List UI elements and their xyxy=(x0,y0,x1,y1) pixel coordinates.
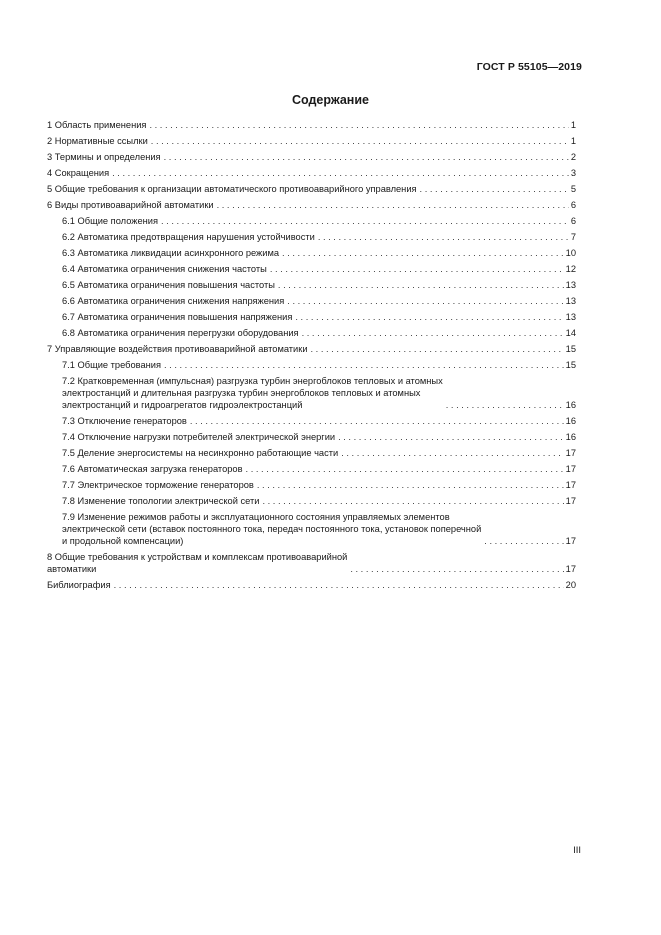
toc-entry-title-line: 7 Управляющие воздействия противоаварийной автоматики xyxy=(47,344,308,354)
toc-title: Содержание xyxy=(291,93,369,107)
document-code: ГОСТ Р 55105—2019 xyxy=(476,61,582,73)
toc-entry-page: 3 xyxy=(570,168,576,178)
toc-dot-leader xyxy=(217,199,569,211)
toc-entry-title-line: 2 Нормативные ссылки xyxy=(47,136,148,146)
toc-entry[interactable] xyxy=(47,375,576,411)
toc-entry-title xyxy=(62,375,443,411)
toc-entry-title-line: 6.2 Автоматика предотвращения нарушения устойчивости xyxy=(62,232,315,242)
toc-entry-title xyxy=(62,431,335,443)
toc-entry-title-line: 7.1 Общие требования xyxy=(62,360,162,370)
toc-entry-page: 2 xyxy=(570,152,576,162)
toc-entry-page: 13 xyxy=(565,312,576,322)
toc-entry-page: 16 xyxy=(565,400,576,410)
table-of-contents xyxy=(47,119,576,595)
toc-entry[interactable] xyxy=(47,447,576,459)
toc-entry-title xyxy=(62,479,254,491)
toc-dot-leader xyxy=(190,415,564,427)
toc-entry-title-line: 6.6 Автоматика ограничения снижения напряжения xyxy=(62,296,285,306)
toc-dot-leader xyxy=(114,579,564,591)
toc-entry-title xyxy=(47,199,214,211)
toc-entry-page: 1 xyxy=(570,120,576,130)
toc-entry-page: 17 xyxy=(565,496,576,506)
toc-entry-page: 16 xyxy=(565,432,576,442)
toc-dot-leader xyxy=(287,295,563,307)
toc-entry[interactable] xyxy=(47,247,576,259)
toc-entry[interactable] xyxy=(47,183,576,195)
toc-entry[interactable] xyxy=(47,135,576,147)
toc-entry[interactable] xyxy=(47,263,576,275)
toc-dot-leader xyxy=(420,183,569,195)
toc-entry-title xyxy=(62,447,338,459)
toc-dot-leader xyxy=(161,215,569,227)
toc-entry-title-line: 6.5 Автоматика ограничения повышения частоты xyxy=(62,280,275,290)
toc-entry-title-line: электростанций и гидроагрегатов гидроэлектростанций xyxy=(62,400,303,410)
toc-entry-title-line: 7.9 Изменение режимов работы и эксплуатационного состояния управляемых элементов xyxy=(62,512,450,522)
toc-entry-page: 17 xyxy=(565,536,576,546)
toc-entry[interactable] xyxy=(47,279,576,291)
toc-entry-page: 16 xyxy=(565,416,576,426)
toc-entry[interactable] xyxy=(47,359,576,371)
toc-dot-leader xyxy=(318,231,569,243)
toc-entry-title xyxy=(62,295,284,307)
page-number: III xyxy=(573,845,581,856)
toc-entry[interactable] xyxy=(47,551,576,575)
toc-entry[interactable] xyxy=(47,463,576,475)
toc-dot-leader xyxy=(278,279,564,291)
toc-entry-title xyxy=(47,119,146,131)
toc-entry-title xyxy=(62,231,315,243)
toc-entry[interactable] xyxy=(47,579,576,591)
toc-entry-title xyxy=(62,215,158,227)
toc-entry-title-line: 6.8 Автоматика ограничения перегрузки оборудования xyxy=(62,328,299,338)
toc-entry-page: 17 xyxy=(565,448,576,458)
toc-entry-title xyxy=(47,135,148,147)
toc-entry-title-line: 8 Общие требования к устройствам и комплексам противоаварийной xyxy=(47,552,348,562)
toc-entry[interactable] xyxy=(47,415,576,427)
toc-entry-title-line: 7.3 Отключение генераторов xyxy=(62,416,187,426)
toc-dot-leader xyxy=(350,563,563,575)
toc-entry-title-line: 7.7 Электрическое торможение генераторов xyxy=(62,480,254,490)
toc-entry-title-line: электростанций и длительная разгрузка турбин энергоблоков тепловых и атомных xyxy=(62,388,421,398)
toc-entry-page: 20 xyxy=(565,580,576,590)
toc-entry[interactable] xyxy=(47,327,576,339)
toc-dot-leader xyxy=(341,447,563,459)
toc-dot-leader xyxy=(262,495,563,507)
toc-entry-title-line: 7.4 Отключение нагрузки потребителей электрической энергии xyxy=(62,432,336,442)
toc-entry-title-line: 3 Термины и определения xyxy=(47,152,161,162)
toc-entry-page: 7 xyxy=(570,232,576,242)
toc-entry-title xyxy=(62,359,161,371)
toc-dot-leader xyxy=(270,263,564,275)
toc-entry-title-line: Библиография xyxy=(47,580,111,590)
toc-entry-title-line: 6.3 Автоматика ликвидации асинхронного режима xyxy=(62,248,280,258)
toc-entry-title-line: 7.8 Изменение топологии электрической сети xyxy=(62,496,260,506)
toc-entry-title xyxy=(62,327,299,339)
toc-entry-page: 13 xyxy=(565,296,576,306)
toc-entry-title-line: 6.7 Автоматика ограничения повышения напряжения xyxy=(62,312,293,322)
toc-entry[interactable] xyxy=(47,431,576,443)
toc-entry[interactable] xyxy=(47,495,576,507)
toc-entry-title-line: 6.1 Общие положения xyxy=(62,216,159,226)
toc-entry-title-line: 6.4 Автоматика ограничения снижения частоты xyxy=(62,264,267,274)
toc-dot-leader xyxy=(151,135,569,147)
toc-entry-page: 6 xyxy=(570,200,576,210)
toc-dot-leader xyxy=(295,311,563,323)
toc-entry-title xyxy=(62,279,275,291)
toc-dot-leader xyxy=(446,399,564,411)
toc-entry-title-line: 1 Область применения xyxy=(47,120,147,130)
toc-entry-page: 15 xyxy=(565,360,576,370)
toc-entry[interactable] xyxy=(47,231,576,243)
toc-entry[interactable] xyxy=(47,479,576,491)
toc-dot-leader xyxy=(112,167,569,179)
toc-dot-leader xyxy=(164,359,564,371)
toc-entry-title-line: 4 Сокращения xyxy=(47,168,110,178)
toc-dot-leader xyxy=(257,479,564,491)
toc-dot-leader xyxy=(282,247,564,259)
toc-dot-leader xyxy=(338,431,564,443)
toc-entry[interactable] xyxy=(47,295,576,307)
toc-entry[interactable] xyxy=(47,167,576,179)
toc-entry-page: 17 xyxy=(565,464,576,474)
toc-dot-leader xyxy=(302,327,564,339)
toc-entry-title xyxy=(47,579,111,591)
toc-entry-page: 13 xyxy=(565,280,576,290)
toc-entry-page: 1 xyxy=(570,136,576,146)
toc-entry[interactable] xyxy=(47,511,576,547)
toc-entry-title-line: 5 Общие требования к организации автоматического противоаварийного управления xyxy=(47,184,417,194)
toc-entry[interactable] xyxy=(47,199,576,211)
toc-dot-leader xyxy=(246,463,564,475)
toc-entry-title xyxy=(62,495,259,507)
toc-entry[interactable] xyxy=(47,151,576,163)
toc-entry-page: 5 xyxy=(570,184,576,194)
toc-dot-leader xyxy=(311,343,564,355)
toc-entry-title xyxy=(62,415,187,427)
toc-entry-title-line: 7.5 Деление энергосистемы на несинхронно работающие части xyxy=(62,448,339,458)
toc-dot-leader xyxy=(484,535,563,547)
toc-entry-page: 15 xyxy=(565,344,576,354)
toc-entry-title-line: 7.6 Автоматическая загрузка генераторов xyxy=(62,464,243,474)
toc-entry-title-line: 6 Виды противоаварийной автоматики xyxy=(47,200,214,210)
toc-entry-page: 14 xyxy=(565,328,576,338)
toc-entry-title xyxy=(62,311,292,323)
toc-entry-title xyxy=(62,463,243,475)
toc-entry[interactable] xyxy=(47,311,576,323)
toc-entry-page: 17 xyxy=(565,564,576,574)
toc-entry-title xyxy=(62,511,481,547)
toc-entry-title-line: автоматики xyxy=(47,564,97,574)
toc-entry-title xyxy=(47,167,109,179)
toc-entry-title xyxy=(62,247,279,259)
toc-entry-title-line: электрической сети (вставок постоянного тока, передач постоянного тока, установок поперечной xyxy=(62,524,482,534)
toc-entry-title xyxy=(47,183,417,195)
toc-dot-leader xyxy=(164,151,569,163)
toc-entry-title-line: и продольной компенсации) xyxy=(62,536,184,546)
toc-entry-title xyxy=(47,343,308,355)
toc-dot-leader xyxy=(149,119,568,131)
toc-entry-title xyxy=(47,551,347,575)
toc-entry-page: 12 xyxy=(565,264,576,274)
toc-entry-title xyxy=(47,151,161,163)
toc-entry[interactable] xyxy=(47,119,576,131)
toc-entry-page: 6 xyxy=(570,216,576,226)
toc-entry-title-line: 7.2 Кратковременная (импульсная) разгрузка турбин энергоблоков тепловых и атомных xyxy=(62,376,443,386)
toc-entry-page: 17 xyxy=(565,480,576,490)
toc-entry-title xyxy=(62,263,267,275)
toc-entry[interactable] xyxy=(47,215,576,227)
toc-entry-page: 10 xyxy=(565,248,576,258)
toc-entry[interactable] xyxy=(47,343,576,355)
